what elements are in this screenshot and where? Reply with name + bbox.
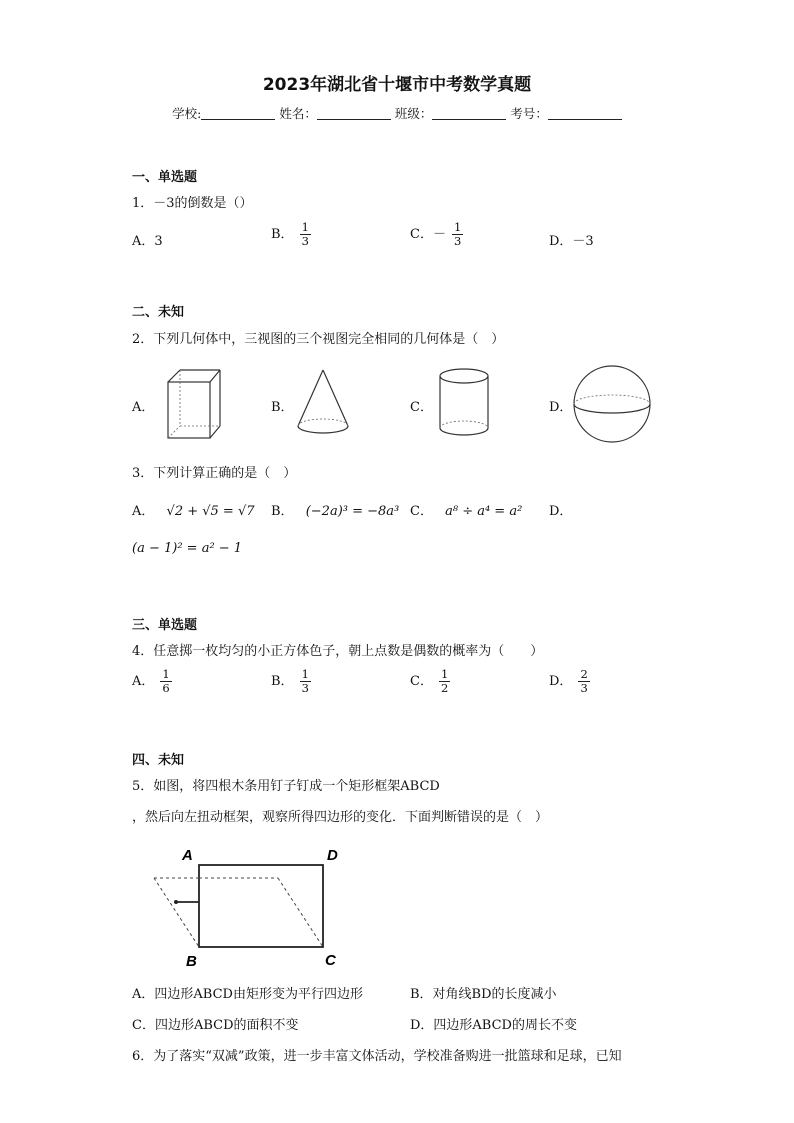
- fig-label-a: A: [182, 847, 193, 864]
- question-3-stem: 3．下列计算正确的是（ ）: [132, 466, 297, 481]
- fig-label-b: B: [186, 953, 197, 970]
- q3-option-b-label: B．: [271, 504, 294, 519]
- school-blank[interactable]: [201, 107, 275, 120]
- q3-option-b[interactable]: [271, 500, 399, 519]
- numerator: 1: [440, 667, 449, 681]
- q4-option-d[interactable]: [549, 668, 590, 695]
- q2-option-a-label[interactable]: A．: [132, 400, 155, 415]
- q1-option-a[interactable]: A．3: [132, 234, 163, 249]
- denominator: 3: [301, 681, 309, 695]
- fraction: [452, 221, 463, 248]
- denominator: 2: [440, 681, 449, 695]
- section-heading: 一、单选题: [132, 170, 198, 185]
- fig-label-d: D: [327, 847, 338, 864]
- q3-option-c-expr: a⁸ ÷ a⁴ = a²: [445, 504, 523, 519]
- fraction: [300, 221, 311, 248]
- q1-option-b[interactable]: [271, 221, 311, 248]
- q2-option-d-label[interactable]: D．: [549, 400, 573, 415]
- denominator: 3: [453, 234, 462, 248]
- q4-option-b-label: B．: [271, 674, 294, 689]
- q3-option-d-label[interactable]: D．: [549, 504, 573, 519]
- q1-option-c[interactable]: [410, 221, 463, 248]
- cuboid-figure: [160, 366, 224, 442]
- cylinder-figure: [436, 366, 496, 442]
- q2-option-b-label[interactable]: B．: [271, 400, 294, 415]
- exam-no-label: 考号：: [510, 106, 548, 121]
- name-blank[interactable]: [317, 107, 391, 120]
- q3-option-c-label: C．: [410, 504, 433, 519]
- q1-option-b-label: B．: [271, 227, 294, 242]
- sphere-figure: [572, 364, 652, 444]
- denominator: 3: [580, 681, 588, 695]
- q4-option-d-label: D．: [549, 674, 573, 689]
- cone-figure: [296, 366, 356, 442]
- q5-option-c[interactable]: C．四边形ABCD的面积不变: [132, 1018, 299, 1033]
- numerator: 1: [453, 220, 462, 234]
- numerator: 1: [162, 667, 170, 681]
- q3-option-d-expr[interactable]: (a − 1)² = a² − 1: [132, 541, 243, 556]
- question-5-stem-line1: 5．如图，将四根木条用钉子钉成一个矩形框架ABCD: [132, 779, 440, 794]
- class-blank[interactable]: [432, 107, 506, 120]
- student-info-line: [0, 104, 794, 122]
- question-4-stem: 4．任意掷一枚均匀的小正方体色子，朝上点数是偶数的概率为（ ）: [132, 644, 544, 659]
- denominator: 3: [301, 234, 309, 248]
- name-label: 姓名：: [279, 106, 317, 121]
- question-6-stem: 6．为了落实“双减”政策，进一步丰富文体活动，学校准备购进一批篮球和足球，已知: [132, 1049, 622, 1064]
- section-heading: 二、未知: [132, 305, 185, 320]
- class-label: 班级：: [394, 106, 433, 121]
- q3-option-a-label: A．: [132, 504, 155, 519]
- school-label: 学校:: [172, 106, 202, 121]
- q4-option-c[interactable]: [410, 668, 450, 695]
- q4-option-c-label: C．: [410, 674, 433, 689]
- q5-option-d[interactable]: D．四边形ABCD的周长不变: [410, 1018, 577, 1033]
- q3-option-c[interactable]: [410, 500, 522, 519]
- frame-figure: [150, 845, 350, 970]
- fig-label-c: C: [325, 952, 336, 969]
- numerator: 2: [580, 667, 588, 681]
- section-heading: 四、未知: [132, 753, 185, 768]
- exam-no-blank[interactable]: [548, 107, 622, 120]
- q5-option-b[interactable]: B．对角线BD的长度减小: [410, 987, 557, 1002]
- q1-option-d[interactable]: D．－3: [549, 234, 594, 249]
- q4-option-a[interactable]: [132, 668, 172, 695]
- numerator: 1: [301, 667, 309, 681]
- q3-option-b-expr: (−2a)³ = −8a³: [305, 504, 400, 519]
- fraction: [160, 668, 171, 695]
- denominator: 6: [162, 681, 170, 695]
- q1-option-c-label: C．－: [410, 227, 446, 242]
- numerator: 1: [301, 220, 309, 234]
- fraction: [578, 668, 589, 695]
- q3-option-a-expr: √2 + √5 = √7: [166, 504, 255, 519]
- fraction: [300, 668, 311, 695]
- fraction: [439, 668, 450, 695]
- q3-option-a[interactable]: [132, 500, 255, 519]
- q2-option-c-label[interactable]: C．: [410, 400, 433, 415]
- q4-option-b[interactable]: [271, 668, 311, 695]
- question-1-stem: 1．－3的倒数是（）: [132, 196, 253, 211]
- q5-option-a[interactable]: A．四边形ABCD由矩形变为平行四边形: [132, 987, 363, 1002]
- question-5-stem-line2: ，然后向左扭动框架，观察所得四边形的变化．下面判断错误的是（ ）: [132, 810, 549, 825]
- q4-option-a-label: A．: [132, 674, 155, 689]
- section-heading: 三、单选题: [132, 618, 198, 633]
- question-2-stem: 2．下列几何体中，三视图的三个视图完全相同的几何体是（ ）: [132, 332, 505, 347]
- page-title: 2023年湖北省十堰市中考数学真题: [262, 75, 532, 95]
